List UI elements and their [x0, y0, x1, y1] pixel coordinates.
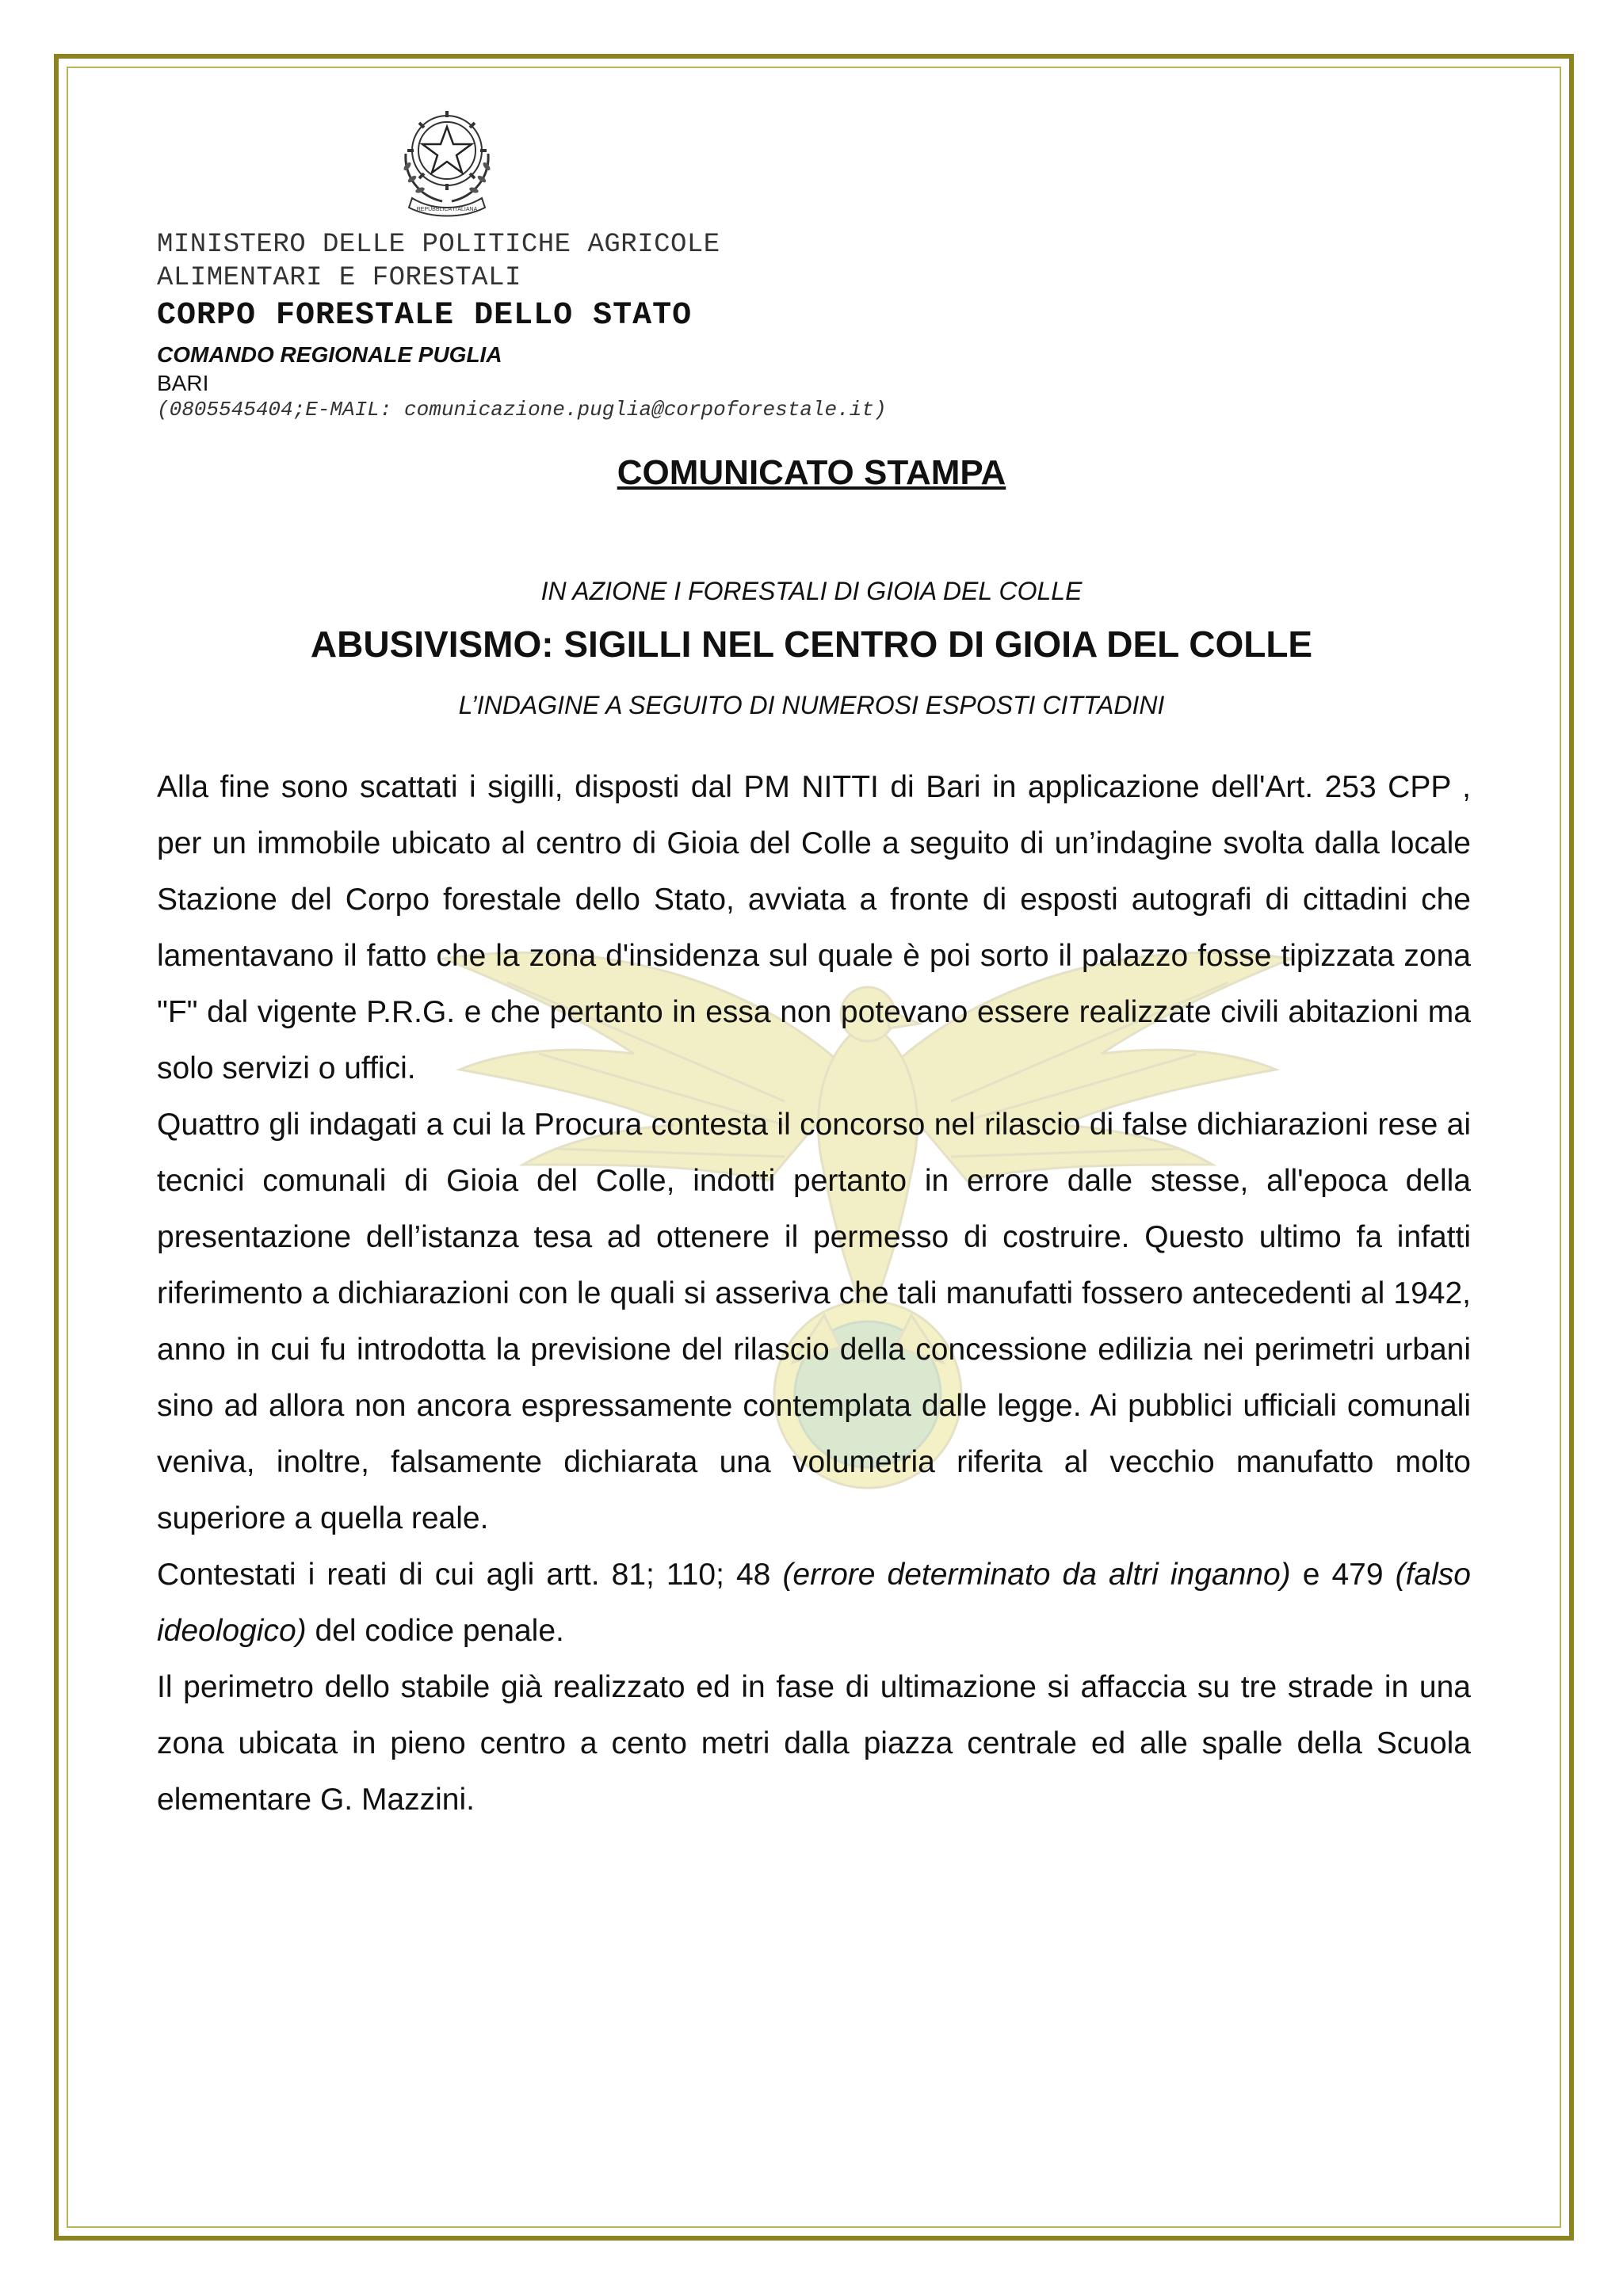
body-paragraph-3-text-c: del codice penale. — [306, 1614, 564, 1648]
ministry-name-line2: ALIMENTARI E FORESTALI — [157, 263, 521, 293]
kicker-line: IN AZIONE I FORESTALI DI GIOIA DEL COLLE — [540, 577, 1083, 605]
subheadline: L’INDAGINE A SEGUITO DI NUMEROSI ESPOSTI CITTADINI — [458, 691, 1165, 719]
ministry-name-line1: MINISTERO DELLE POLITICHE AGRICOLE — [157, 230, 720, 260]
body-paragraph-1: Alla fine sono scattati i sigilli, disposti dal PM NITTI di Bari in applicazione dell'Art. 253 CPP , per un immobile ubicato al centro di Gioia del Colle a seguito di un’indagine svolta dalla locale Stazione del Corpo forestale dello Stato, avviata a fronte di esposti autografi di cittadini che lamentavano il fatto che la zona d'insidenza sul quale è poi sorto il palazzo fosse tipizzata zona "F" dal vigente P.R.G. e che pertanto in essa non potevano essere realizzate civili abitazioni ma solo servizi o uffici. — [157, 770, 1471, 1085]
body-paragraph-2: Quattro gli indagati a cui la Procura contesta il concorso nel rilascio di false dichiarazioni rese ai tecnici comunali di Gioia del Colle, indotti pertanto in errore dalle stesse, all'epoca della presentazione dell’istanza tesa ad ottenere il permesso di costruire. Questo ultimo fa infatti riferimento a dichiarazioni con le quali si asseriva che tali manufatti fossero antecedenti al 1942, anno in cui fu introdotta la previsione del rilascio della concessione edilizia nei perimetri urbani sino ad allora non ancora espressamente contemplata dalle legge. Ai pubblici ufficiali comunali veniva, inoltre, falsamente dichiarata una volumetria riferita al vecchio manufatto molto superiore a quella reale. — [157, 1108, 1471, 1535]
city-name: BARI — [157, 371, 209, 395]
body-paragraph-3-text-b: e 479 — [1290, 1558, 1396, 1592]
document-type-title: COMUNICATO STAMPA — [617, 453, 1006, 492]
body-paragraph-3-italic-b: (falso ideologico) — [157, 1558, 1471, 1648]
press-release-body — [157, 759, 1471, 1828]
body-paragraph-3 — [157, 1547, 1471, 1659]
emblem-ribbon-text: REPUBBLICA ITALIANA — [416, 207, 478, 212]
body-paragraph-3-text-a: Contestati i reati di cui agli artt. 81; 110; 48 — [157, 1558, 783, 1592]
body-paragraph-4: Il perimetro dello stabile già realizzato ed in fase di ultimazione si affaccia su tre strade in una zona ubicata in pieno centro a cento metri dalla piazza centrale ed alle spalle della Scuola elementare G. Mazzini. — [157, 1670, 1471, 1817]
body-paragraph-3-italic-a: (errore determinato da altri inganno) — [782, 1558, 1291, 1592]
regional-command: COMANDO REGIONALE PUGLIA — [157, 342, 502, 367]
corps-name: CORPO FORESTALE DELLO STATO — [157, 298, 693, 334]
contact-info: (0805545404;E-MAIL: comunicazione.puglia@corpoforestale.it) — [157, 398, 887, 421]
italian-republic-emblem-icon — [393, 98, 501, 217]
headline: ABUSIVISMO: SIGILLI NEL CENTRO DI GIOIA DEL COLLE — [310, 624, 1313, 665]
